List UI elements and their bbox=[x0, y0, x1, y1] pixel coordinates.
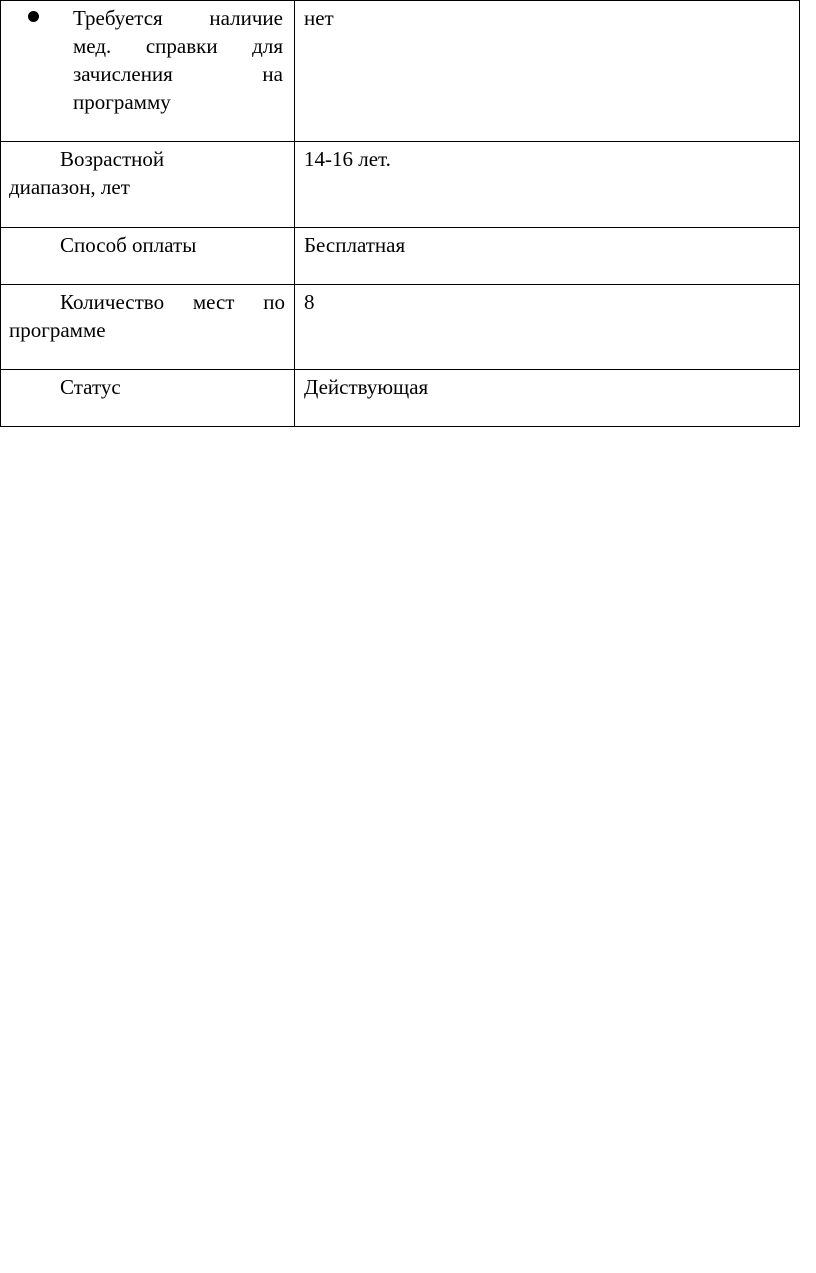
table-row bbox=[1, 142, 800, 228]
row-value-cell bbox=[295, 1, 800, 142]
table-row bbox=[1, 228, 800, 285]
program-info-table bbox=[0, 0, 800, 427]
label-line: зачисления на bbox=[73, 62, 283, 86]
row-value-cell bbox=[295, 285, 800, 370]
row-label-continuation: программе bbox=[9, 318, 106, 342]
label-line: программу bbox=[73, 90, 171, 114]
row-label-cell bbox=[1, 370, 295, 427]
table-row bbox=[1, 285, 800, 370]
row-value-cell bbox=[295, 142, 800, 228]
row-label-cell bbox=[1, 142, 295, 228]
row-label: Статус bbox=[60, 375, 121, 399]
row-value: Бесплатная bbox=[304, 233, 406, 257]
row-value: 14-16 лет. bbox=[304, 147, 391, 171]
row-label-cell bbox=[1, 285, 295, 370]
row-label-cell bbox=[1, 228, 295, 285]
label-line: мед. справки для bbox=[73, 34, 283, 58]
row-value: Действующая bbox=[304, 375, 429, 399]
row-value-cell bbox=[295, 228, 800, 285]
table-row bbox=[1, 370, 800, 427]
table-row bbox=[1, 1, 800, 142]
row-label-word: мест bbox=[192, 290, 235, 314]
row-label bbox=[9, 288, 285, 316]
row-value-cell bbox=[295, 370, 800, 427]
row-value: 8 bbox=[304, 290, 315, 314]
row-label-continuation: диапазон, лет bbox=[9, 175, 130, 199]
label-line: Требуется наличие bbox=[73, 6, 283, 30]
row-label-word: по bbox=[263, 290, 285, 314]
row-label: Возрастной bbox=[60, 147, 165, 171]
row-label-cell bbox=[1, 1, 295, 142]
row-label-word: Количество bbox=[60, 290, 165, 314]
row-label: Способ оплаты bbox=[60, 233, 197, 257]
row-value: нет bbox=[304, 6, 334, 30]
bullet-icon bbox=[28, 11, 39, 22]
